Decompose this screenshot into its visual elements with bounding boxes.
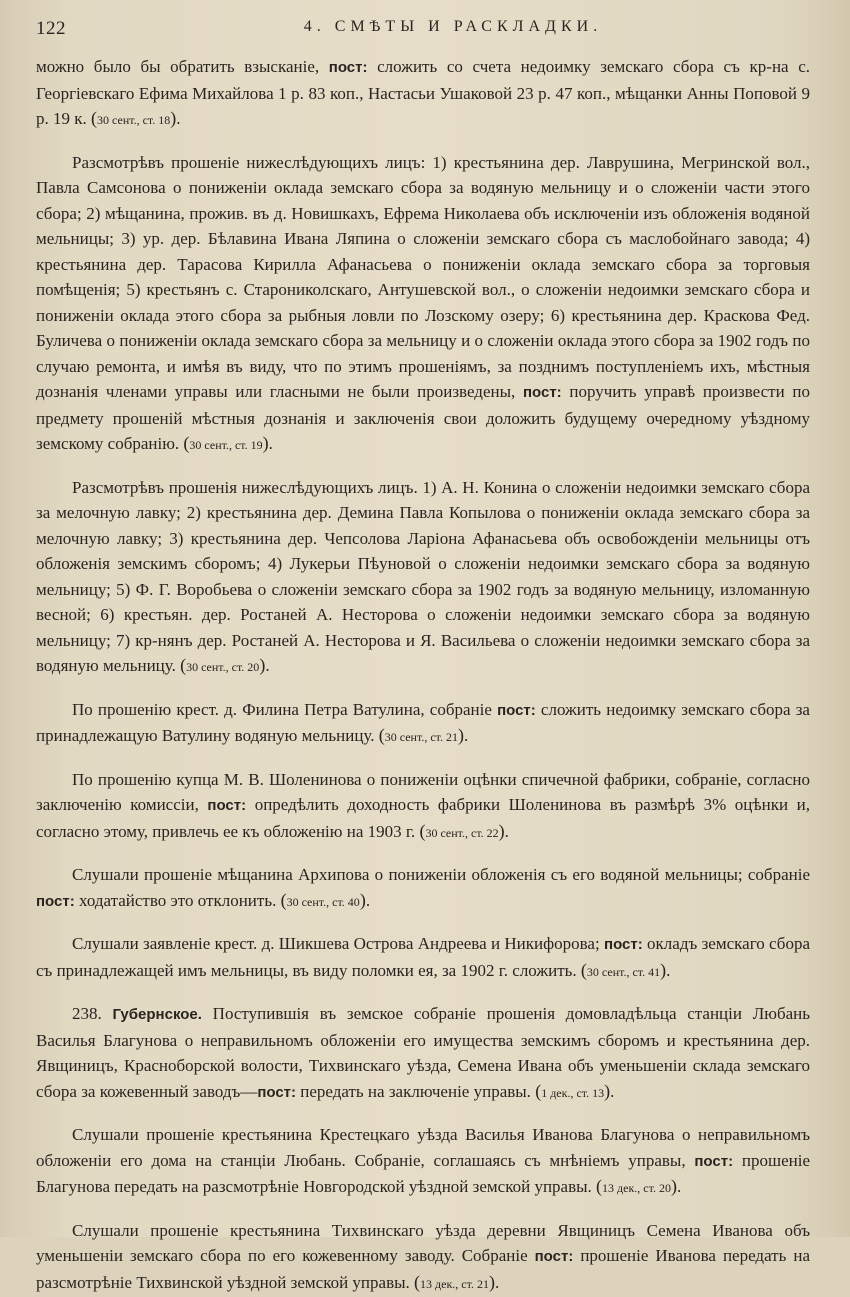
text-segment: . bbox=[269, 434, 273, 453]
text-segment: . bbox=[666, 961, 670, 980]
resolution-keyword: Губернское. bbox=[113, 1006, 202, 1023]
text-segment: По прошенію купца М. В. Шоленинова о пониженіи оцѣнки спичечной фабрики, собраніе, согласно заключенію комиссіи, bbox=[36, 770, 810, 815]
resolution-keyword: пост: bbox=[535, 1248, 574, 1265]
text-segment: прошеніе Иванова передать на разсмотрѣніе Тихвинской уѣздной земской управы. bbox=[36, 1246, 810, 1292]
paragraph-p9 bbox=[36, 1122, 810, 1202]
text-segment: поручить управѣ произвести по предмету прошеній мѣстныя дознанія и заключенія свои доложить будущему очередному уѣздному земскому собранію. bbox=[36, 382, 810, 453]
text-segment: сложить со счета недоимку земскаго сбора съ кр-на с. Георгіевскаго Ефима Михайлова 1 р. 83 коп., Настасьи Ушаковой 23 р. 47 коп., мѣщанки Анны Поповой 9 р. 19 к. bbox=[36, 57, 810, 128]
resolution-keyword: пост: bbox=[497, 702, 536, 719]
text-segment: опредѣлить доходность фабрики Шоленинова въ размѣрѣ 3% оцѣнки и, согласно этому, привлечь ее къ обложенію на 1903 г. bbox=[36, 795, 810, 841]
page-number: 122 bbox=[36, 18, 66, 40]
text-segment: . bbox=[677, 1177, 681, 1196]
paragraph-p8 bbox=[36, 1001, 810, 1106]
text-segment: Слушали прошеніе крестьянина Крестецкаго уѣзда Василья Иванова Благунова о неправильномъ обложеніи его дома на станціи Любань. Собраніе, соглашаясь съ мнѣніемъ управы, bbox=[36, 1125, 810, 1170]
paragraph-p3 bbox=[36, 475, 810, 681]
text-segment: . bbox=[464, 726, 468, 745]
body-text bbox=[36, 54, 810, 1297]
text-segment: сложить недоимку земскаго сбора за принадлежащую Ватулину водяную мельницу. bbox=[36, 700, 810, 746]
session-reference: (30 сент., ст. 40) bbox=[281, 895, 366, 909]
resolution-keyword: пост: bbox=[36, 893, 75, 910]
resolution-keyword: пост: bbox=[329, 59, 368, 76]
paragraph-p10 bbox=[36, 1218, 810, 1297]
text-segment: Слушали прошеніе крестьянина Тихвинскаго уѣзда деревни Явщиницъ Семена Иванова объ уменьшеніи земскаго сбора по его кожевенному заводу. Собраніе bbox=[36, 1221, 810, 1266]
resolution-keyword: пост: bbox=[207, 797, 246, 814]
paragraph-p5 bbox=[36, 767, 810, 847]
session-reference: (1 дек., ст. 13) bbox=[535, 1086, 610, 1100]
paragraph-p7 bbox=[36, 931, 810, 985]
page-header bbox=[36, 14, 810, 54]
text-segment: . bbox=[610, 1082, 614, 1101]
text-segment: По прошенію крест. д. Филина Петра Ватулина, собраніе bbox=[72, 700, 497, 719]
text-segment: . bbox=[505, 822, 509, 841]
session-reference: (30 сент., ст. 22) bbox=[419, 826, 504, 840]
paragraph-p4 bbox=[36, 697, 810, 751]
text-segment: можно было бы обратить взысканіе, bbox=[36, 57, 329, 76]
resolution-keyword: пост: bbox=[694, 1153, 733, 1170]
session-reference: (30 сент., ст. 21) bbox=[379, 730, 464, 744]
text-segment: . bbox=[176, 109, 180, 128]
text-segment: ходатайство это отклонить. bbox=[75, 891, 281, 910]
paragraph-p1 bbox=[36, 54, 810, 134]
text-segment: передать на заключеніе управы. bbox=[296, 1082, 535, 1101]
session-reference: (30 сент., ст. 18) bbox=[91, 113, 176, 127]
text-segment: . bbox=[366, 891, 370, 910]
session-reference: (30 сент., ст. 41) bbox=[581, 965, 666, 979]
text-segment: Слушали заявленіе крест. д. Шикшева Острова Андреева и Никифорова; bbox=[72, 934, 604, 953]
running-title: 4. СМѢТЫ И РАСКЛАДКИ. bbox=[36, 18, 810, 36]
text-segment: Разсмотрѣвъ прошеніе нижеслѣдующихъ лицъ: 1) крестьянина дер. Лаврушина, Мегринской вол., Павла Самсонова о пониженіи оклада земскаго сбора за водяную мельницу и о сложеніи части этого сбора; 2) мѣщанина, прожив. въ д. Новишкахъ, Ефрема Николаева объ исключеніи изъ обложенія водяной мельницы; 3) ур. дер. Бѣлавина Ивана Ляпина о сложеніи земскаго сбора съ маслобойнаго завода; 4) крестьянина дер. Тарасова Кирилла Афанасьева о пониженіи оклада земскаго сбора за торговыя помѣщенія; 5) крестьянъ с. Старониколскаго, Антушевской вол., о сложеніи недоимки земскаго сбора и пониженіи оклада этого сбора за рыбныя ловли по Лозскому озеру; 6) крестьянина дер. Краскова Фед. Буличева о пониженіи оклада земскаго сбора за мельницу и о сложеніи оклада этого сбора за 1902 годъ по случаю ремонта, и имѣя въ виду, что по этимъ прошеніямъ, за позднимъ поступленіемъ ихъ, мѣстныя дознанія членами управы или гласными не были произведены, bbox=[36, 153, 810, 402]
resolution-keyword: пост: bbox=[604, 936, 643, 953]
text-segment: прошеніе Благунова передать на разсмотрѣніе Новгородской уѣздной земской управы. bbox=[36, 1151, 810, 1197]
text-segment: 238. bbox=[72, 1004, 113, 1023]
session-reference: (13 дек., ст. 20) bbox=[596, 1181, 677, 1195]
resolution-keyword: пост: bbox=[257, 1084, 296, 1101]
session-reference: (30 сент., ст. 19) bbox=[183, 438, 268, 452]
paragraph-p6 bbox=[36, 862, 810, 915]
session-reference: (30 сент., ст. 20) bbox=[180, 660, 265, 674]
text-segment: окладъ земскаго сбора съ принадлежащей имъ мельницы, въ виду поломки ея, за 1902 г. сложить. bbox=[36, 934, 810, 980]
text-segment: . bbox=[495, 1273, 499, 1292]
paragraph-p2 bbox=[36, 150, 810, 459]
session-reference: (13 дек., ст. 21) bbox=[414, 1277, 495, 1291]
resolution-keyword: пост: bbox=[523, 384, 562, 401]
text-segment: . bbox=[265, 656, 269, 675]
text-segment: Поступившія въ земское собраніе прошенія домовладѣльца станціи Любань Василья Благунова о неправильномъ обложеніи его имущества земскимъ сборомъ и крестьянина дер. Явщиницъ, Красноборской волости, Тихвинскаго уѣзда, Семена Ивана объ уменьшеніи склада земскаго сбора за кожевенный заводъ— bbox=[36, 1004, 810, 1101]
text-segment: Слушали прошеніе мѣщанина Архипова о пониженіи обложенія съ его водяной мельницы; собраніе bbox=[72, 865, 810, 884]
text-segment: Разсмотрѣвъ прошенія нижеслѣдующихъ лицъ. 1) А. Н. Конина о сложеніи недоимки земскаго сбора за мелочную лавку; 2) крестьянина дер. Демина Павла Копылова о пониженіи оклада земскаго сбора за мелочную лавку; 3) крестьянина дер. Чепсолова Ларіона Афанасьева объ освобожденіи мельницы отъ обложенія земскимъ сборомъ; 4) Лукерьи Пѣуновой о сложеніи недоимки земскаго сбора за водяную мельницу; 5) Ф. Г. Воробьева о сложеніи земскаго сбора за 1902 годъ за водяную мельницу, изломанную весной; 6) крестьян. дер. Ростаней А. Несторова о сложеніи недоимки земскаго сбора за водяную мельницу; 7) кр-нянъ дер. Ростаней А. Несторова и Я. Васильева о сложеніи недоимки земскаго сбора за водяную мельницу. bbox=[36, 478, 810, 676]
